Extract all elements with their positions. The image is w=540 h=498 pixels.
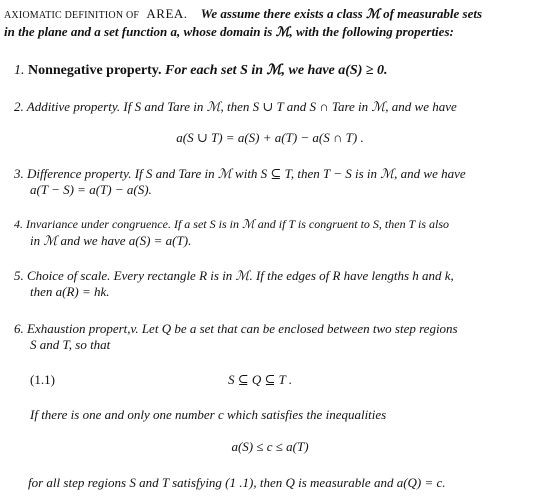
item-4-text: If a set S is in ℳ and if T is congruent to S, then T is also <box>173 217 450 231</box>
closing-formula: a(S) ≤ c ≤ a(T) <box>231 439 309 454</box>
item-2-text: If S and Tare in ℳ, then S ∪ T and S ∩ Tare in ℳ, and we have <box>123 99 457 114</box>
item-4 <box>14 216 449 232</box>
item-2-title: Additive property. <box>26 99 121 114</box>
closing-text-2: for all step regions S and T satisfying (1 .1), then Q is measurable and a(Q) = c. <box>28 475 446 490</box>
item-3-number: 3. <box>14 166 24 181</box>
item-2 <box>14 99 457 115</box>
item-5-title: Choice of scale. <box>27 268 111 283</box>
item-6-text-2: S and T, so that <box>30 337 111 352</box>
item-6-number: 6. <box>14 321 24 336</box>
item-6-title: Exhaustion propert,v. <box>27 321 139 336</box>
heading-line-1 <box>4 6 482 24</box>
item-3-text-2: a(T − S) = a(T) − a(S). <box>30 182 152 197</box>
item-3-title: Difference property. <box>27 166 132 181</box>
item-3-text: If S and Tare in ℳ with S ⊆ T, then T − S is in ℳ, and we have <box>134 166 466 181</box>
item-2-number: 2. <box>14 99 24 114</box>
heading-label: AXIOMATIC DEFINITION OF <box>4 10 140 21</box>
item-4-number: 4. <box>14 217 23 231</box>
item-3 <box>14 166 466 182</box>
closing-text-1: If there is one and only one number c which satisfies the inequalities <box>30 407 387 422</box>
item-4-text-2: in ℳ and we have a(S) = a(T). <box>30 233 192 248</box>
item-4-title: Invariance under congruence. <box>26 217 171 231</box>
equation-formula: S ⊆ Q ⊆ T . <box>228 372 293 387</box>
item-6-text: Let Q be a set that can be enclosed between two step regions <box>141 321 458 336</box>
equation-label: (1.1) <box>30 372 55 387</box>
item-5 <box>14 268 454 284</box>
heading-intro-2: in the plane and a set function a, whose domain is ℳ, with the following properties: <box>4 24 454 39</box>
item-5-number: 5. <box>14 268 24 283</box>
item-1-number: 1. <box>14 63 25 78</box>
item-6 <box>14 321 458 337</box>
item-1 <box>14 63 388 79</box>
item-5-text-2: then a(R) = hk. <box>30 284 110 299</box>
item-1-text: For each set S in ℳ, we have a(S) ≥ 0. <box>165 63 388 78</box>
heading-area-word: AREA. <box>146 6 188 21</box>
item-2-formula: a(S ∪ T) = a(S) + a(T) − a(S ∩ T) . <box>176 130 364 145</box>
item-5-text: Every rectangle R is in ℳ. If the edges of R have lengths h and k, <box>113 268 454 283</box>
heading-intro-1: We assume there exists a class ℳ of measurable sets <box>200 6 483 21</box>
item-1-title: Nonnegative property. <box>28 63 162 78</box>
